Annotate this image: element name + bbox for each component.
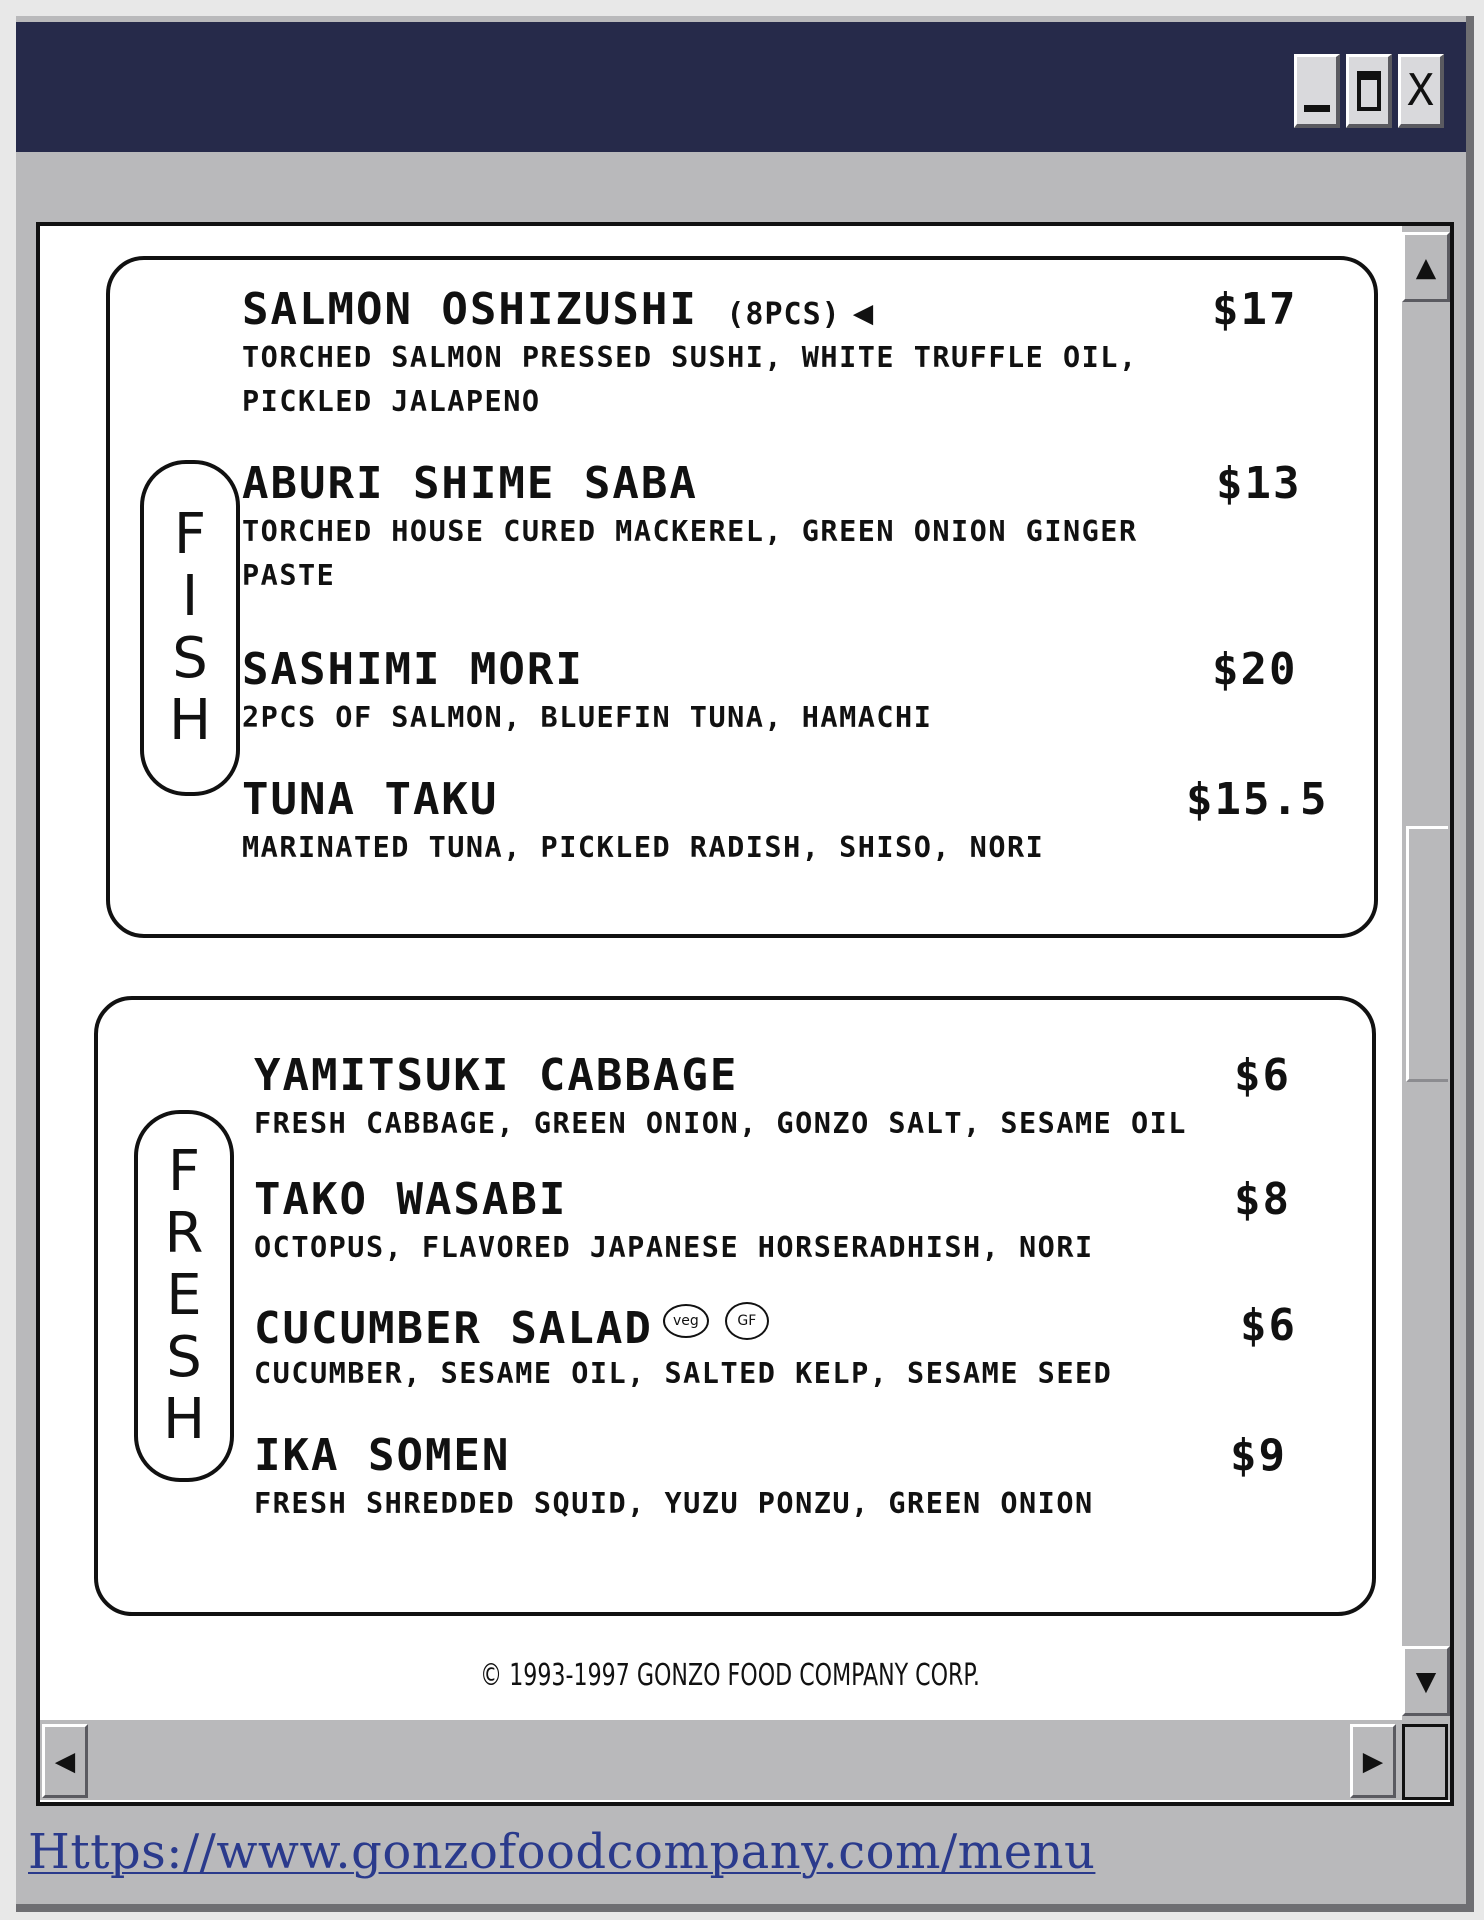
maximize-button[interactable] xyxy=(1346,54,1392,128)
menu-item xyxy=(254,1176,1374,1276)
item-name: TUNA TAKU xyxy=(242,774,499,825)
menu-item xyxy=(254,1302,1374,1402)
section-label-letter: I xyxy=(181,564,199,629)
scroll-down-button[interactable] xyxy=(1402,1646,1450,1716)
item-price: $8 xyxy=(1234,1174,1291,1225)
scroll-left-button[interactable] xyxy=(42,1724,88,1798)
arrow-up-icon: ▲ xyxy=(1415,247,1437,287)
maximize-icon xyxy=(1357,71,1381,111)
menu-item xyxy=(242,776,1366,876)
item-description: MARINATED TUNA, PICKLED RADISH, SHISO, NORI xyxy=(242,831,1045,864)
item-name: YAMITSUKI CABBAGE xyxy=(254,1050,739,1101)
menu-item xyxy=(254,1432,1374,1532)
scroll-up-button[interactable] xyxy=(1402,232,1450,302)
item-description: FRESH SHREDDED SQUID, YUZU PONZU, GREEN ONION xyxy=(254,1487,1094,1520)
item-price: $6 xyxy=(1234,1050,1291,1101)
browser-window xyxy=(16,16,1474,1912)
item-name: SASHIMI MORI xyxy=(242,644,584,695)
section-label-fish xyxy=(140,460,240,796)
menu-item xyxy=(242,284,1366,418)
section-label-letter: H xyxy=(168,688,212,753)
section-label-letter: S xyxy=(172,626,208,691)
arrow-left-icon: ◀ xyxy=(54,1741,76,1781)
item-name: ABURI SHIME SABA xyxy=(242,458,698,509)
item-quantity: (8PCS) xyxy=(726,297,841,332)
page-viewport xyxy=(36,222,1454,1806)
horizontal-scrollbar[interactable] xyxy=(40,1720,1450,1800)
arrow-right-icon: ▶ xyxy=(1362,1741,1384,1781)
menu-item xyxy=(242,458,1366,592)
item-name: TAKO WASABI xyxy=(254,1174,568,1225)
close-icon: X xyxy=(1407,64,1434,116)
arrow-down-icon: ▼ xyxy=(1415,1661,1437,1701)
item-price: $9 xyxy=(1230,1430,1287,1481)
item-name: CUCUMBER SALAD veg GF xyxy=(254,1302,769,1353)
section-label-letter: S xyxy=(166,1325,202,1390)
item-name: IKA SOMEN xyxy=(254,1430,511,1481)
arrow-left-icon: ◀ xyxy=(852,293,876,333)
section-label-letter: E xyxy=(166,1263,202,1328)
menu-section-fresh xyxy=(94,996,1376,1616)
item-description: 2PCS OF SALMON, BLUEFIN TUNA, HAMACHI xyxy=(242,701,933,734)
item-description: FRESH CABBAGE, GREEN ONION, GONZO SALT, SESAME OIL xyxy=(254,1107,1187,1140)
menu-section-fish xyxy=(106,256,1378,938)
gluten-free-badge-icon: GF xyxy=(725,1302,769,1340)
page-url-link[interactable]: Https://www.gonzofoodcompany.com/menu xyxy=(28,1824,1096,1880)
scrollbar-corner xyxy=(1402,1724,1448,1800)
close-button[interactable] xyxy=(1398,54,1444,128)
item-description: TORCHED SALMON PRESSED SUSHI, WHITE TRUFFLE OIL, PICKLED JALAPENO xyxy=(242,341,1138,418)
item-price: $20 xyxy=(1212,644,1298,695)
item-description: CUCUMBER, SESAME OIL, SALTED KELP, SESAME SEED xyxy=(254,1357,1113,1390)
item-price: $17 xyxy=(1212,284,1298,335)
section-label-fresh xyxy=(134,1110,234,1482)
section-label-letter: F xyxy=(167,1139,201,1204)
scroll-right-button[interactable] xyxy=(1350,1724,1396,1798)
section-label-letter: F xyxy=(173,502,207,567)
item-price: $15.5 xyxy=(1186,774,1329,825)
veg-badge-icon: veg xyxy=(663,1304,709,1338)
minimize-button[interactable] xyxy=(1294,54,1340,128)
title-bar[interactable] xyxy=(16,22,1466,152)
section-label-letter: H xyxy=(162,1387,206,1452)
vertical-scrollbar[interactable] xyxy=(1402,226,1450,1750)
item-name: SALMON OSHIZUSHI (8PCS) ◀ xyxy=(242,284,876,335)
menu-item xyxy=(242,646,1366,746)
minimize-icon xyxy=(1304,105,1330,112)
item-description: OCTOPUS, FLAVORED JAPANESE HORSERADHISH, NORI xyxy=(254,1231,1094,1264)
copyright-notice: © 1993-1997 GONZO FOOD COMPANY CORP. xyxy=(480,1658,980,1693)
item-price: $13 xyxy=(1216,458,1302,509)
item-description: TORCHED HOUSE CURED MACKEREL, GREEN ONION GINGER PASTE xyxy=(242,515,1138,592)
vertical-scroll-thumb[interactable] xyxy=(1406,826,1448,1082)
menu-item xyxy=(254,1052,1374,1152)
section-label-letter: R xyxy=(164,1201,204,1266)
item-price: $6 xyxy=(1240,1300,1297,1351)
